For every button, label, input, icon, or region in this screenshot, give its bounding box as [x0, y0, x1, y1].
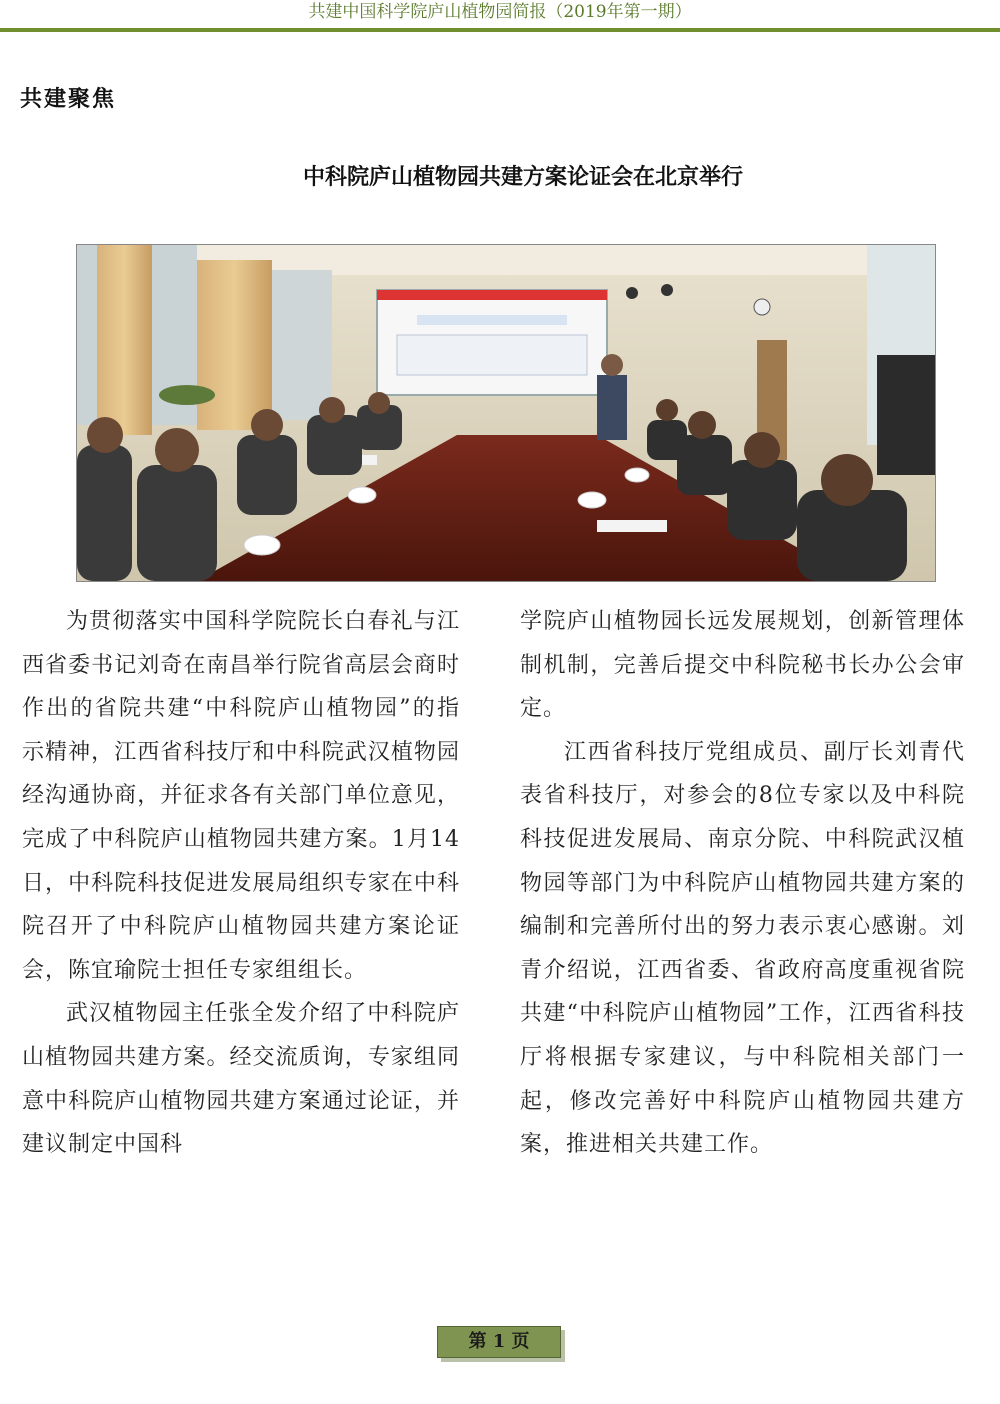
paragraph: 武汉植物园主任张全发介绍了中科院庐山植物园共建方案。经交流质询，专家组同意中科院庐山植物园共建方案通过论证，并建议制定中国科 [22, 1001, 460, 1158]
header-rule [0, 28, 1000, 32]
page-number-badge: 第 1 页 [437, 1326, 561, 1358]
running-header: 共建中国科学院庐山植物园简报（2019年第一期） [308, 2, 692, 22]
text-column-right [520, 600, 965, 1167]
article-title: 中科院庐山植物园共建方案论证会在北京举行 [302, 165, 743, 190]
paragraph: 学院庐山植物园长远发展规划，创新管理体制机制，完善后提交中科院秘书长办公会审定。 [520, 609, 965, 722]
meeting-photo [76, 244, 936, 582]
section-label: 共建聚焦 [20, 87, 117, 112]
paragraph: 江西省科技厅党组成员、副厅长刘青代表省科技厅，对参会的8位专家以及中科院科技促进发展局、南京分院、中科院武汉植物园等部门为中科院庐山植物园共建方案的编制和完善所付出的努力表示衷心感谢。刘青介绍说，江西省委、省政府高度重视省院共建“中科院庐山植物园”工作，江西省科技厅将根据专家建议，与中科院相关部门一起，修改完善好中科院庐山植物园共建方案，推进相关共建工作。 [520, 739, 965, 1158]
text-column-left [22, 600, 460, 1167]
paragraph: 为贯彻落实中国科学院院长白春礼与江西省委书记刘奇在南昌举行院省高层会商时作出的省院共建“中科院庐山植物园”的指示精神，江西省科技厅和中科院武汉植物园经沟通协商，并征求各有关部门单位意见，完成了中科院庐山植物园共建方案。1月14日，中科院科技促进发展局组织专家在中科院召开了中科院庐山植物园共建方案论证会，陈宜瑜院士担任专家组组长。 [22, 609, 460, 983]
